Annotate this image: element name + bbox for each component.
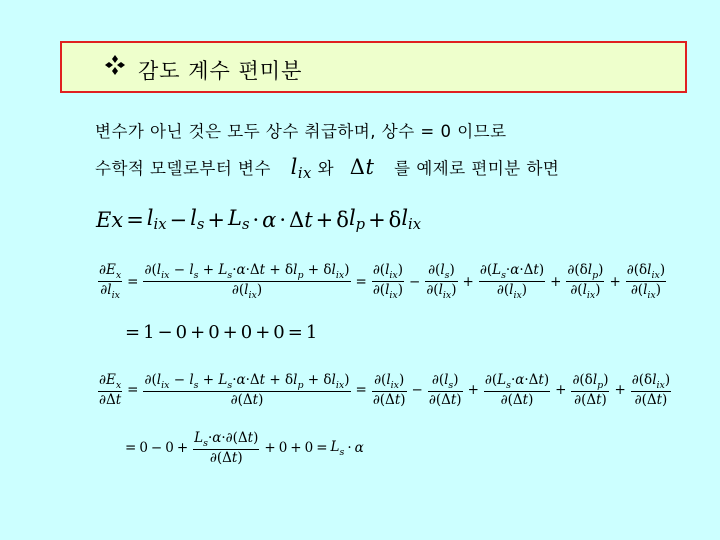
equation-main: Ex = $l_{ix}$ − $l_s$ + $L_s$ · α · Δ t + δ $l_p$ + δ $l_{ix}$ [96,206,422,233]
text-line-2 [95,155,559,182]
equation-result-delta-t: = 0 − 0 + $\frac{L_s\cdot\alpha\cdot\partial(\Delta t)}{\partial(\Delta t)}$ + 0 + 0 = $L_s$ · α [125,430,364,466]
variable-delta-t: Δt [349,155,375,179]
equation-partial-delta-t: $\frac{\partial E_x}{\partial\Delta t}$ = $\frac{\partial(l_{ix} - l_s + L_s\cdot\alpha\cdot\Delta t + \delta l_p + \delta l_{ix})}{\partial(\Delta t)}$ = $\frac{\partial(l_{ix})}{\partial(\Delta t)}$ − $\frac{\partial(l_s)}{\partial(\Delta t)}$ + $\frac{\partial(L_s\cdot\alpha\cdot\Delta t)}{\partial(\Delta t)}$ + $\frac{\partial(\delta l_p)}{\partial(\Delta t)}$ + $\frac{\partial(\delta l_{ix})}{\partial(\Delta t)}$ [99,372,671,408]
variable-lix: $l_{ix}$ [290,155,312,182]
text-line-1: 변수가 아닌 것은 모두 상수 취급하며, 상수 = 0 이므로 [95,122,507,141]
text-line-2-before: 수학적 모델로부터 변수 [95,159,271,178]
text-line-2-after: 를 예제로 편미분 하면 [394,159,560,178]
equation-result-lix: = 1 − 0 + 0 + 0 + 0 = 1 [125,322,318,343]
page-title: 감도 계수 편미분 [138,59,303,83]
equation-partial-lix: $\frac{\partial E_x}{\partial l_{ix}}$ = $\frac{\partial(l_{ix} - l_s + L_s\cdot\alpha\cdot\Delta t + \delta l_p + \delta l_{ix})}{\partial(l_{ix})}$ = $\frac{\partial(l_{ix})}{\partial(l_{ix})}$ − $\frac{\partial(l_s)}{\partial(l_{ix})}$ + $\frac{\partial(L_s\cdot\alpha\cdot\Delta t)}{\partial(l_{ix})}$ + $\frac{\partial(\delta l_p)}{\partial(l_{ix})}$ + $\frac{\partial(\delta l_{ix})}{\partial(l_{ix})}$ [99,262,666,301]
title-box [60,41,687,93]
text-line-2-mid: 와 [317,159,335,178]
diamond-bullet-icon [104,54,126,76]
